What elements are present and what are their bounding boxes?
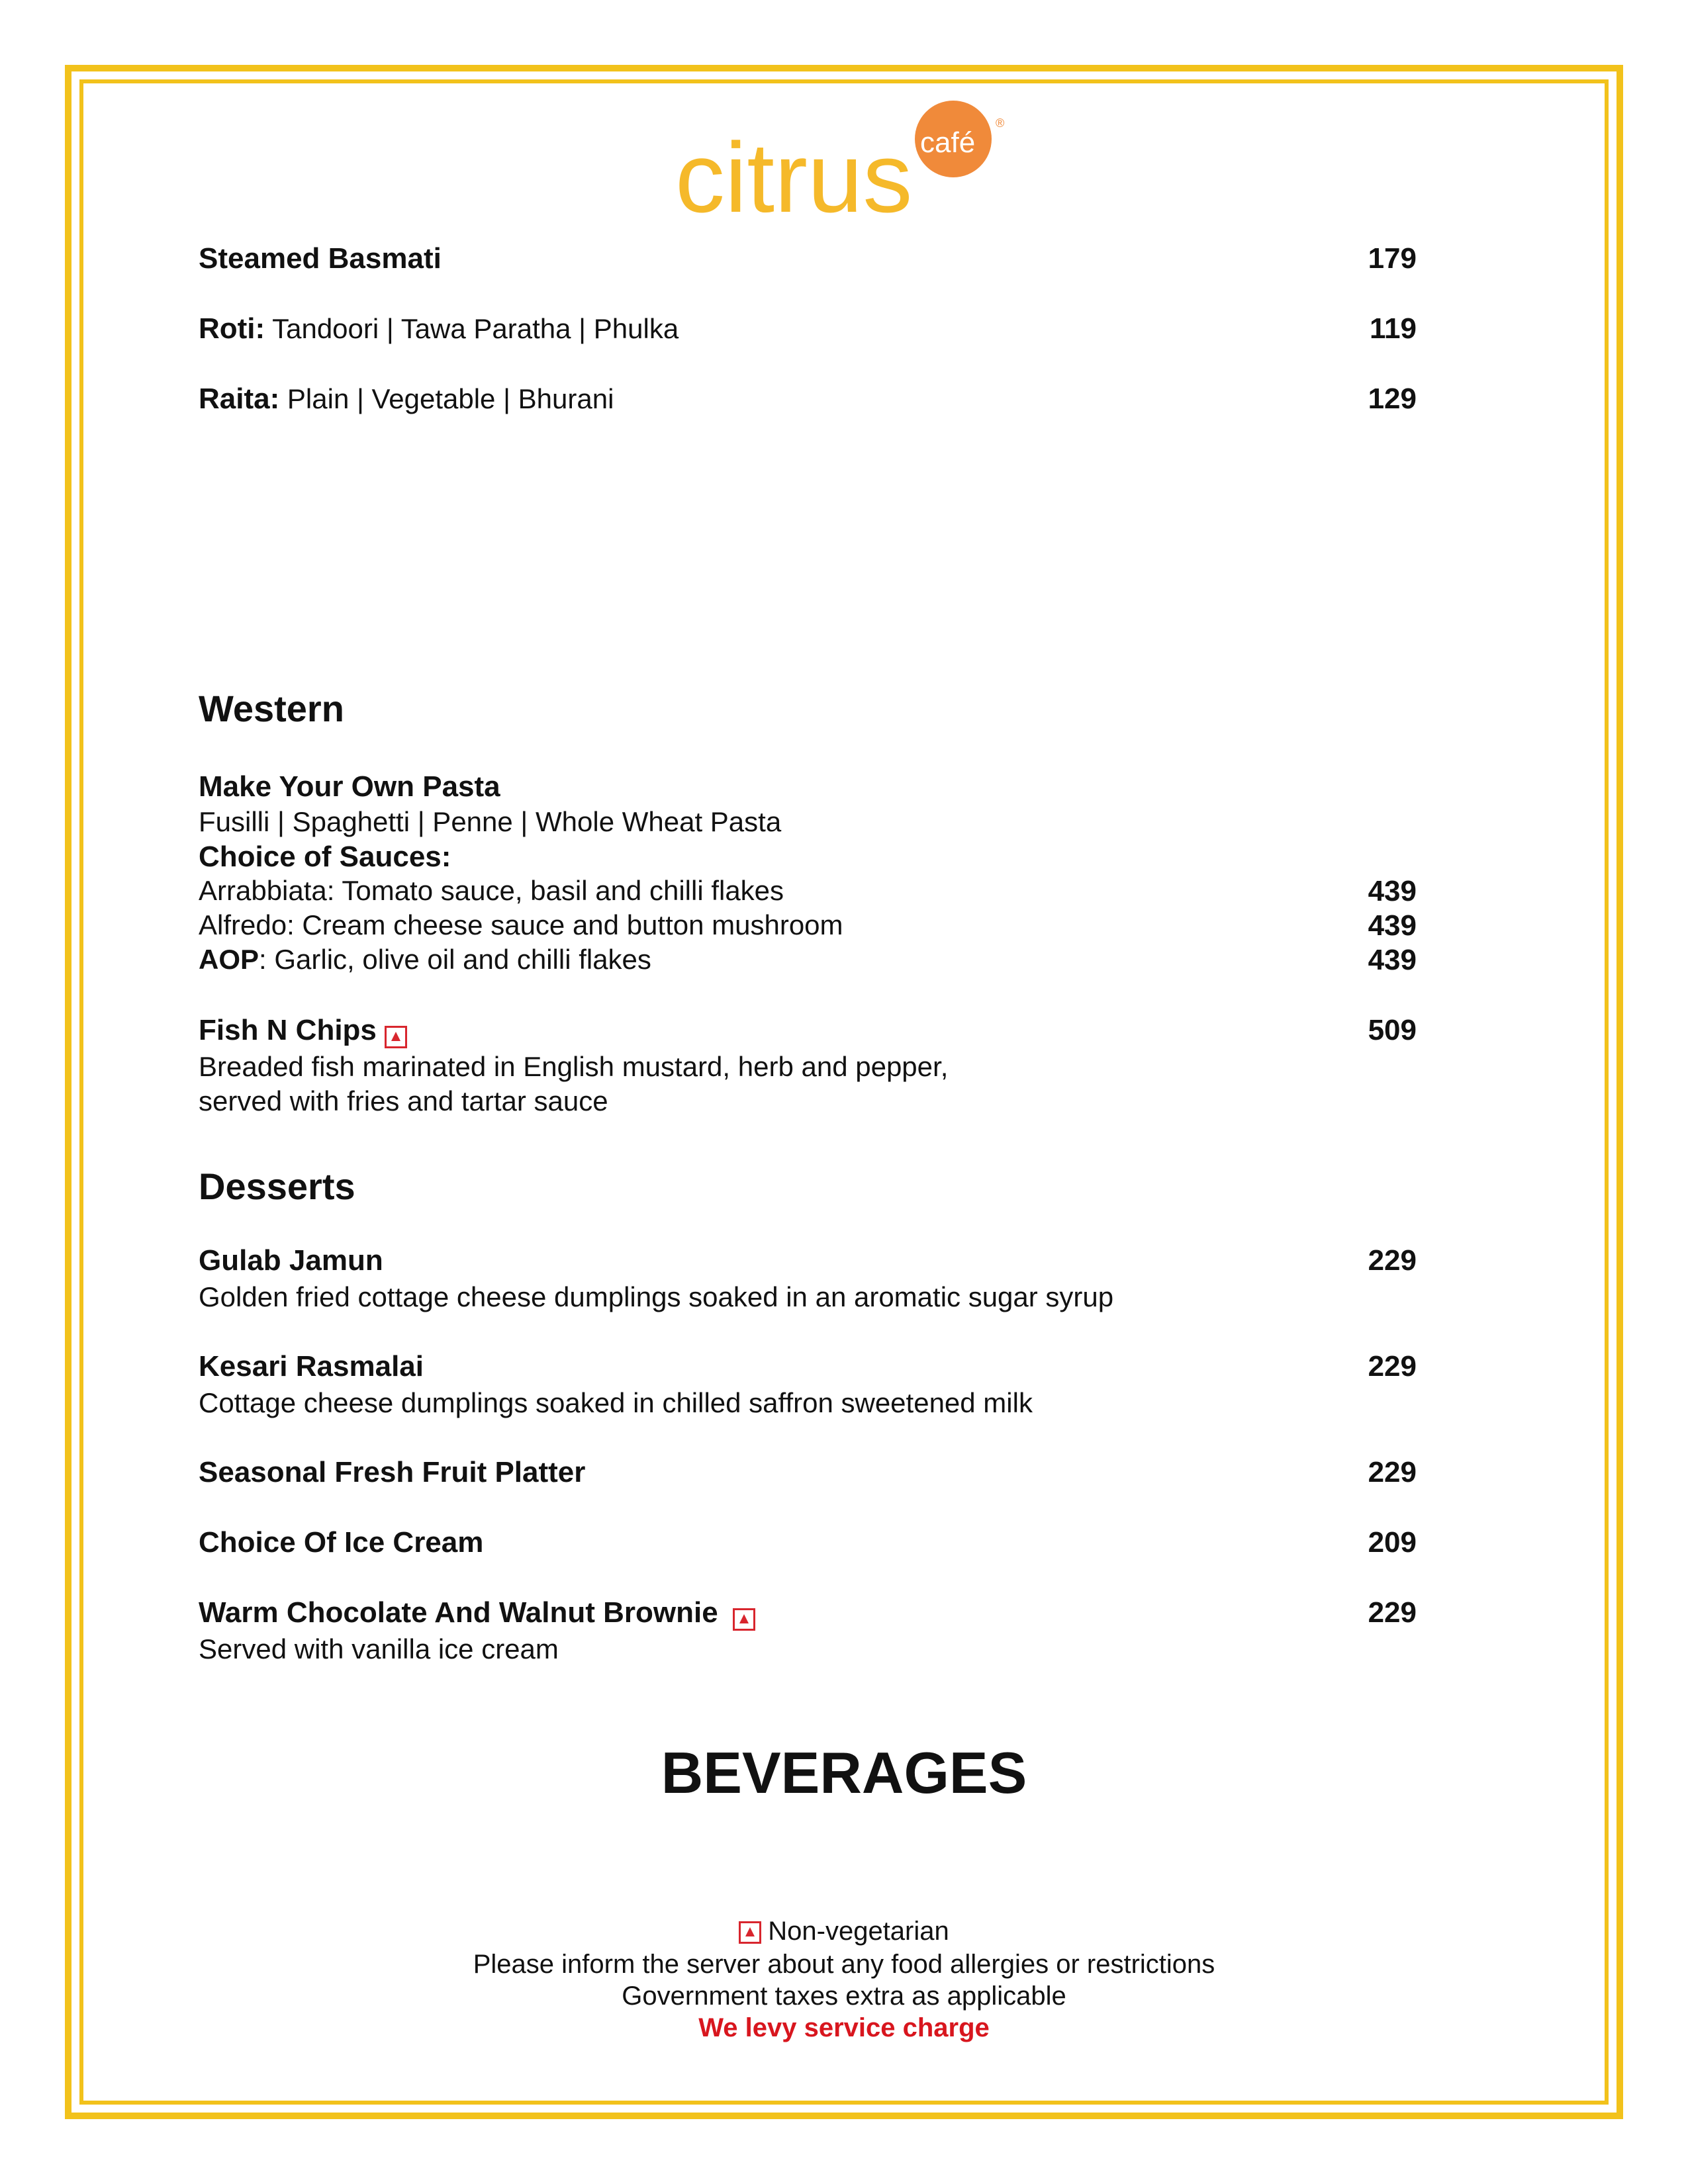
item-price: 229 bbox=[1368, 1456, 1417, 1488]
legend bbox=[0, 1917, 1688, 1946]
item-desc: Cottage cheese dumplings soaked in chilled saffron sweetened milk bbox=[199, 1387, 1033, 1418]
beverages-heading: BEVERAGES bbox=[661, 1740, 1027, 1805]
item-price: 229 bbox=[1368, 1596, 1417, 1629]
sauces-label: Choice of Sauces: bbox=[199, 841, 451, 873]
allergy-note: Please inform the server about any food allergies or restrictions bbox=[473, 1950, 1215, 1979]
item-desc: Golden fried cottage cheese dumplings soaked in an aromatic sugar syrup bbox=[199, 1281, 1114, 1312]
sauce-alfredo: Alfredo: Cream cheese sauce and button mushroom bbox=[199, 909, 843, 940]
item-price: 439 bbox=[1368, 944, 1417, 976]
logo-badge-text: café bbox=[920, 126, 976, 159]
item-name: Warm Chocolate And Walnut Brownie bbox=[199, 1596, 718, 1629]
logo-registered-mark: ® bbox=[996, 116, 1005, 130]
item-name: Roti: bbox=[199, 312, 265, 345]
menu-item-roti bbox=[199, 312, 679, 345]
item-name: Steamed Basmati bbox=[199, 242, 442, 275]
item-price: 229 bbox=[1368, 1244, 1417, 1277]
item-options: Plain | Vegetable | Bhurani bbox=[279, 383, 614, 414]
item-price: 129 bbox=[1368, 383, 1417, 415]
non-veg-icon bbox=[733, 1608, 755, 1631]
legend-text: Non-vegetarian bbox=[768, 1917, 949, 1946]
item-desc: served with fries and tartar sauce bbox=[199, 1085, 608, 1116]
item-price: 509 bbox=[1368, 1014, 1417, 1046]
section-title-desserts: Desserts bbox=[199, 1165, 355, 1207]
sauce-arrabbiata: Arrabbiata: Tomato sauce, basil and chilli flakes bbox=[199, 875, 784, 906]
item-desc: Breaded fish marinated in English mustard, herb and pepper, bbox=[199, 1051, 949, 1082]
non-veg-icon bbox=[739, 1921, 761, 1944]
citrus-cafe-logo bbox=[675, 99, 1019, 225]
item-name-pasta: Make Your Own Pasta bbox=[199, 770, 500, 803]
item-name-gulab-jamun: Gulab Jamun bbox=[199, 1244, 383, 1277]
menu-item-brownie bbox=[199, 1596, 755, 1631]
item-desc: Served with vanilla ice cream bbox=[199, 1633, 559, 1664]
non-veg-icon bbox=[385, 1026, 407, 1048]
item-price: 439 bbox=[1368, 909, 1417, 942]
menu-item-raita bbox=[199, 383, 614, 416]
item-name-kesari-rasmalai: Kesari Rasmalai bbox=[199, 1350, 424, 1383]
menu-item-fish-n-chips bbox=[199, 1014, 407, 1048]
item-price: 179 bbox=[1368, 242, 1417, 275]
item-name-ice-cream: Choice Of Ice Cream bbox=[199, 1526, 484, 1559]
item-name: Raita: bbox=[199, 383, 280, 415]
section-title-western: Western bbox=[199, 688, 344, 729]
item-price: 119 bbox=[1370, 312, 1417, 345]
service-charge-note: We levy service charge bbox=[698, 2013, 990, 2042]
pasta-types: Fusilli | Spaghetti | Penne | Whole Wheat Pasta bbox=[199, 806, 782, 837]
tax-note: Government taxes extra as applicable bbox=[622, 1981, 1066, 2011]
item-price: 439 bbox=[1368, 875, 1417, 907]
sauce-aop-text: : Garlic, olive oil and chilli flakes bbox=[259, 944, 651, 975]
item-price: 209 bbox=[1368, 1526, 1417, 1559]
item-name-fruit-platter: Seasonal Fresh Fruit Platter bbox=[199, 1456, 586, 1488]
sauce-aop bbox=[199, 944, 651, 976]
item-name: Fish N Chips bbox=[199, 1014, 377, 1046]
item-price: 229 bbox=[1368, 1350, 1417, 1383]
sauce-aop-label: AOP bbox=[199, 944, 259, 975]
menu-item-steamed-basmati bbox=[199, 242, 442, 275]
item-options: Tandoori | Tawa Paratha | Phulka bbox=[265, 313, 679, 344]
logo-word: citrus bbox=[675, 122, 913, 225]
